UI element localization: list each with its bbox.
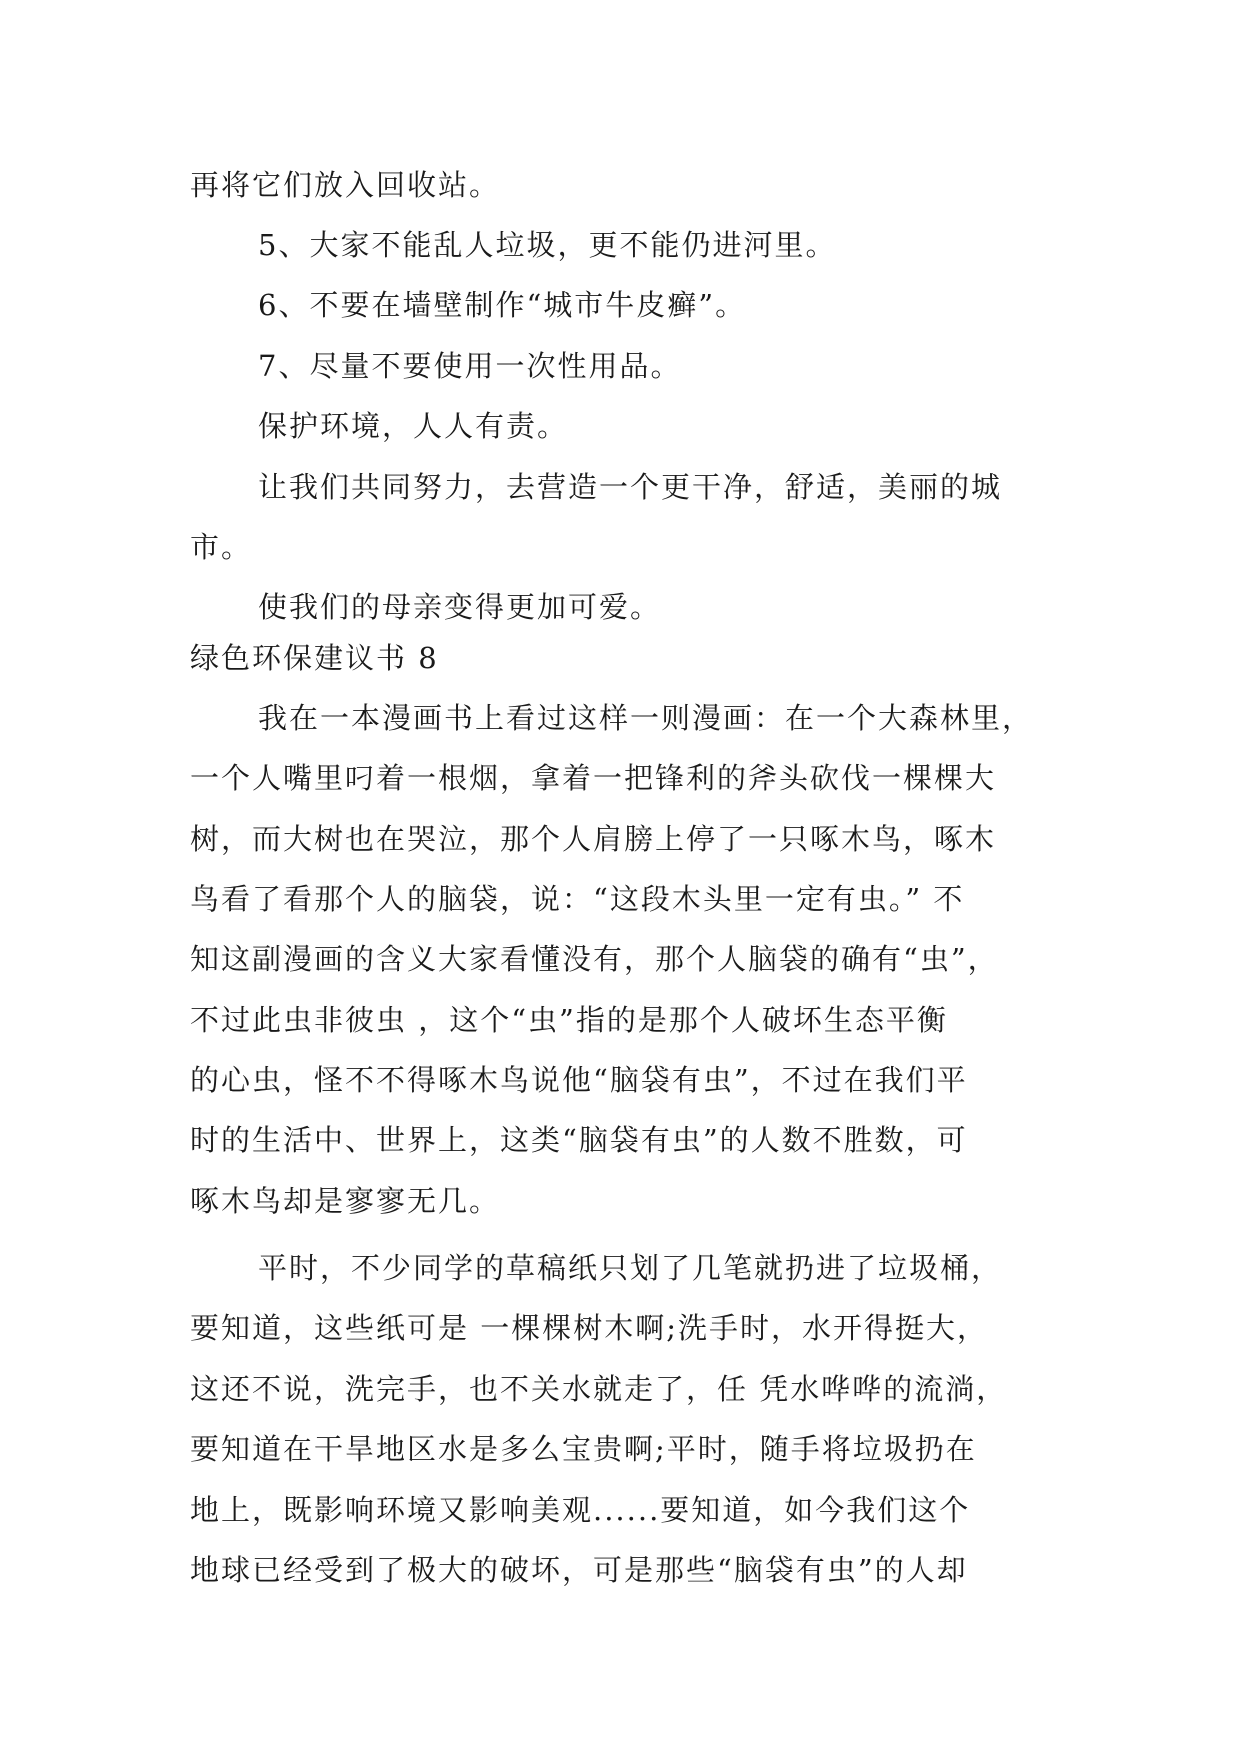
text-line: 时的生活中、世界上，这类“脑袋有虫”的人数不胜数，可 bbox=[190, 1123, 968, 1157]
section-heading: 绿色环保建议书 8 bbox=[190, 641, 439, 675]
text-line: 要知道在干旱地区水是多么宝贵啊;平时，随手将垃圾扔在 bbox=[190, 1432, 977, 1466]
text-line: 市。 bbox=[190, 530, 253, 564]
text-line: 啄木鸟却是寥寥无几。 bbox=[190, 1184, 501, 1218]
text-line: 这还不说，洗完手，也不关水就走了，任 凭水哗哗的流淌， bbox=[190, 1372, 1008, 1406]
text-line: 一个人嘴里叼着一根烟，拿着一把锋利的斧头砍伐一棵棵大 bbox=[190, 761, 997, 795]
text-line: 让我们共同努力，去营造一个更干净，舒适，美丽的城 bbox=[258, 470, 1003, 504]
text-line: 再将它们放入回收站。 bbox=[190, 168, 501, 202]
text-line: 知这副漫画的含义大家看懂没有，那个人脑袋的确有“虫”， bbox=[190, 942, 999, 976]
text-line: 6、不要在墙壁制作“城市牛皮癣”。 bbox=[258, 288, 747, 322]
text-line: 5、大家不能乱人垃圾，更不能仍进河里。 bbox=[258, 228, 837, 262]
text-line: 地上，既影响环境又影响美观......要知道，如今我们这个 bbox=[190, 1493, 971, 1527]
text-line: 保护环境，人人有责。 bbox=[258, 409, 569, 443]
text-line: 我在一本漫画书上看过这样一则漫画：在一个大森林里， bbox=[258, 701, 1034, 735]
text-line: 鸟看了看那个人的脑袋，说：“这段木头里一定有虫。” 不 bbox=[190, 882, 965, 916]
text-line: 使我们的母亲变得更加可爱。 bbox=[258, 590, 662, 624]
text-line: 的心虫，怪不不得啄木鸟说他“脑袋有虫”，不过在我们平 bbox=[190, 1063, 968, 1097]
text-line: 树，而大树也在哭泣，那个人肩膀上停了一只啄木鸟，啄木 bbox=[190, 822, 997, 856]
text-line: 地球已经受到了极大的破坏，可是那些“脑袋有虫”的人却 bbox=[190, 1553, 968, 1587]
text-line: 要知道，这些纸可是 一棵棵树木啊;洗手时，水开得挺大， bbox=[190, 1311, 988, 1345]
text-line: 7、尽量不要使用一次性用品。 bbox=[258, 349, 682, 383]
text-line: 平时，不少同学的草稿纸只划了几笔就扔进了垃圾桶， bbox=[258, 1251, 1003, 1285]
text-line: 不过此虫非彼虫 ，这个“虫”指的是那个人破坏生态平衡 bbox=[190, 1003, 948, 1037]
